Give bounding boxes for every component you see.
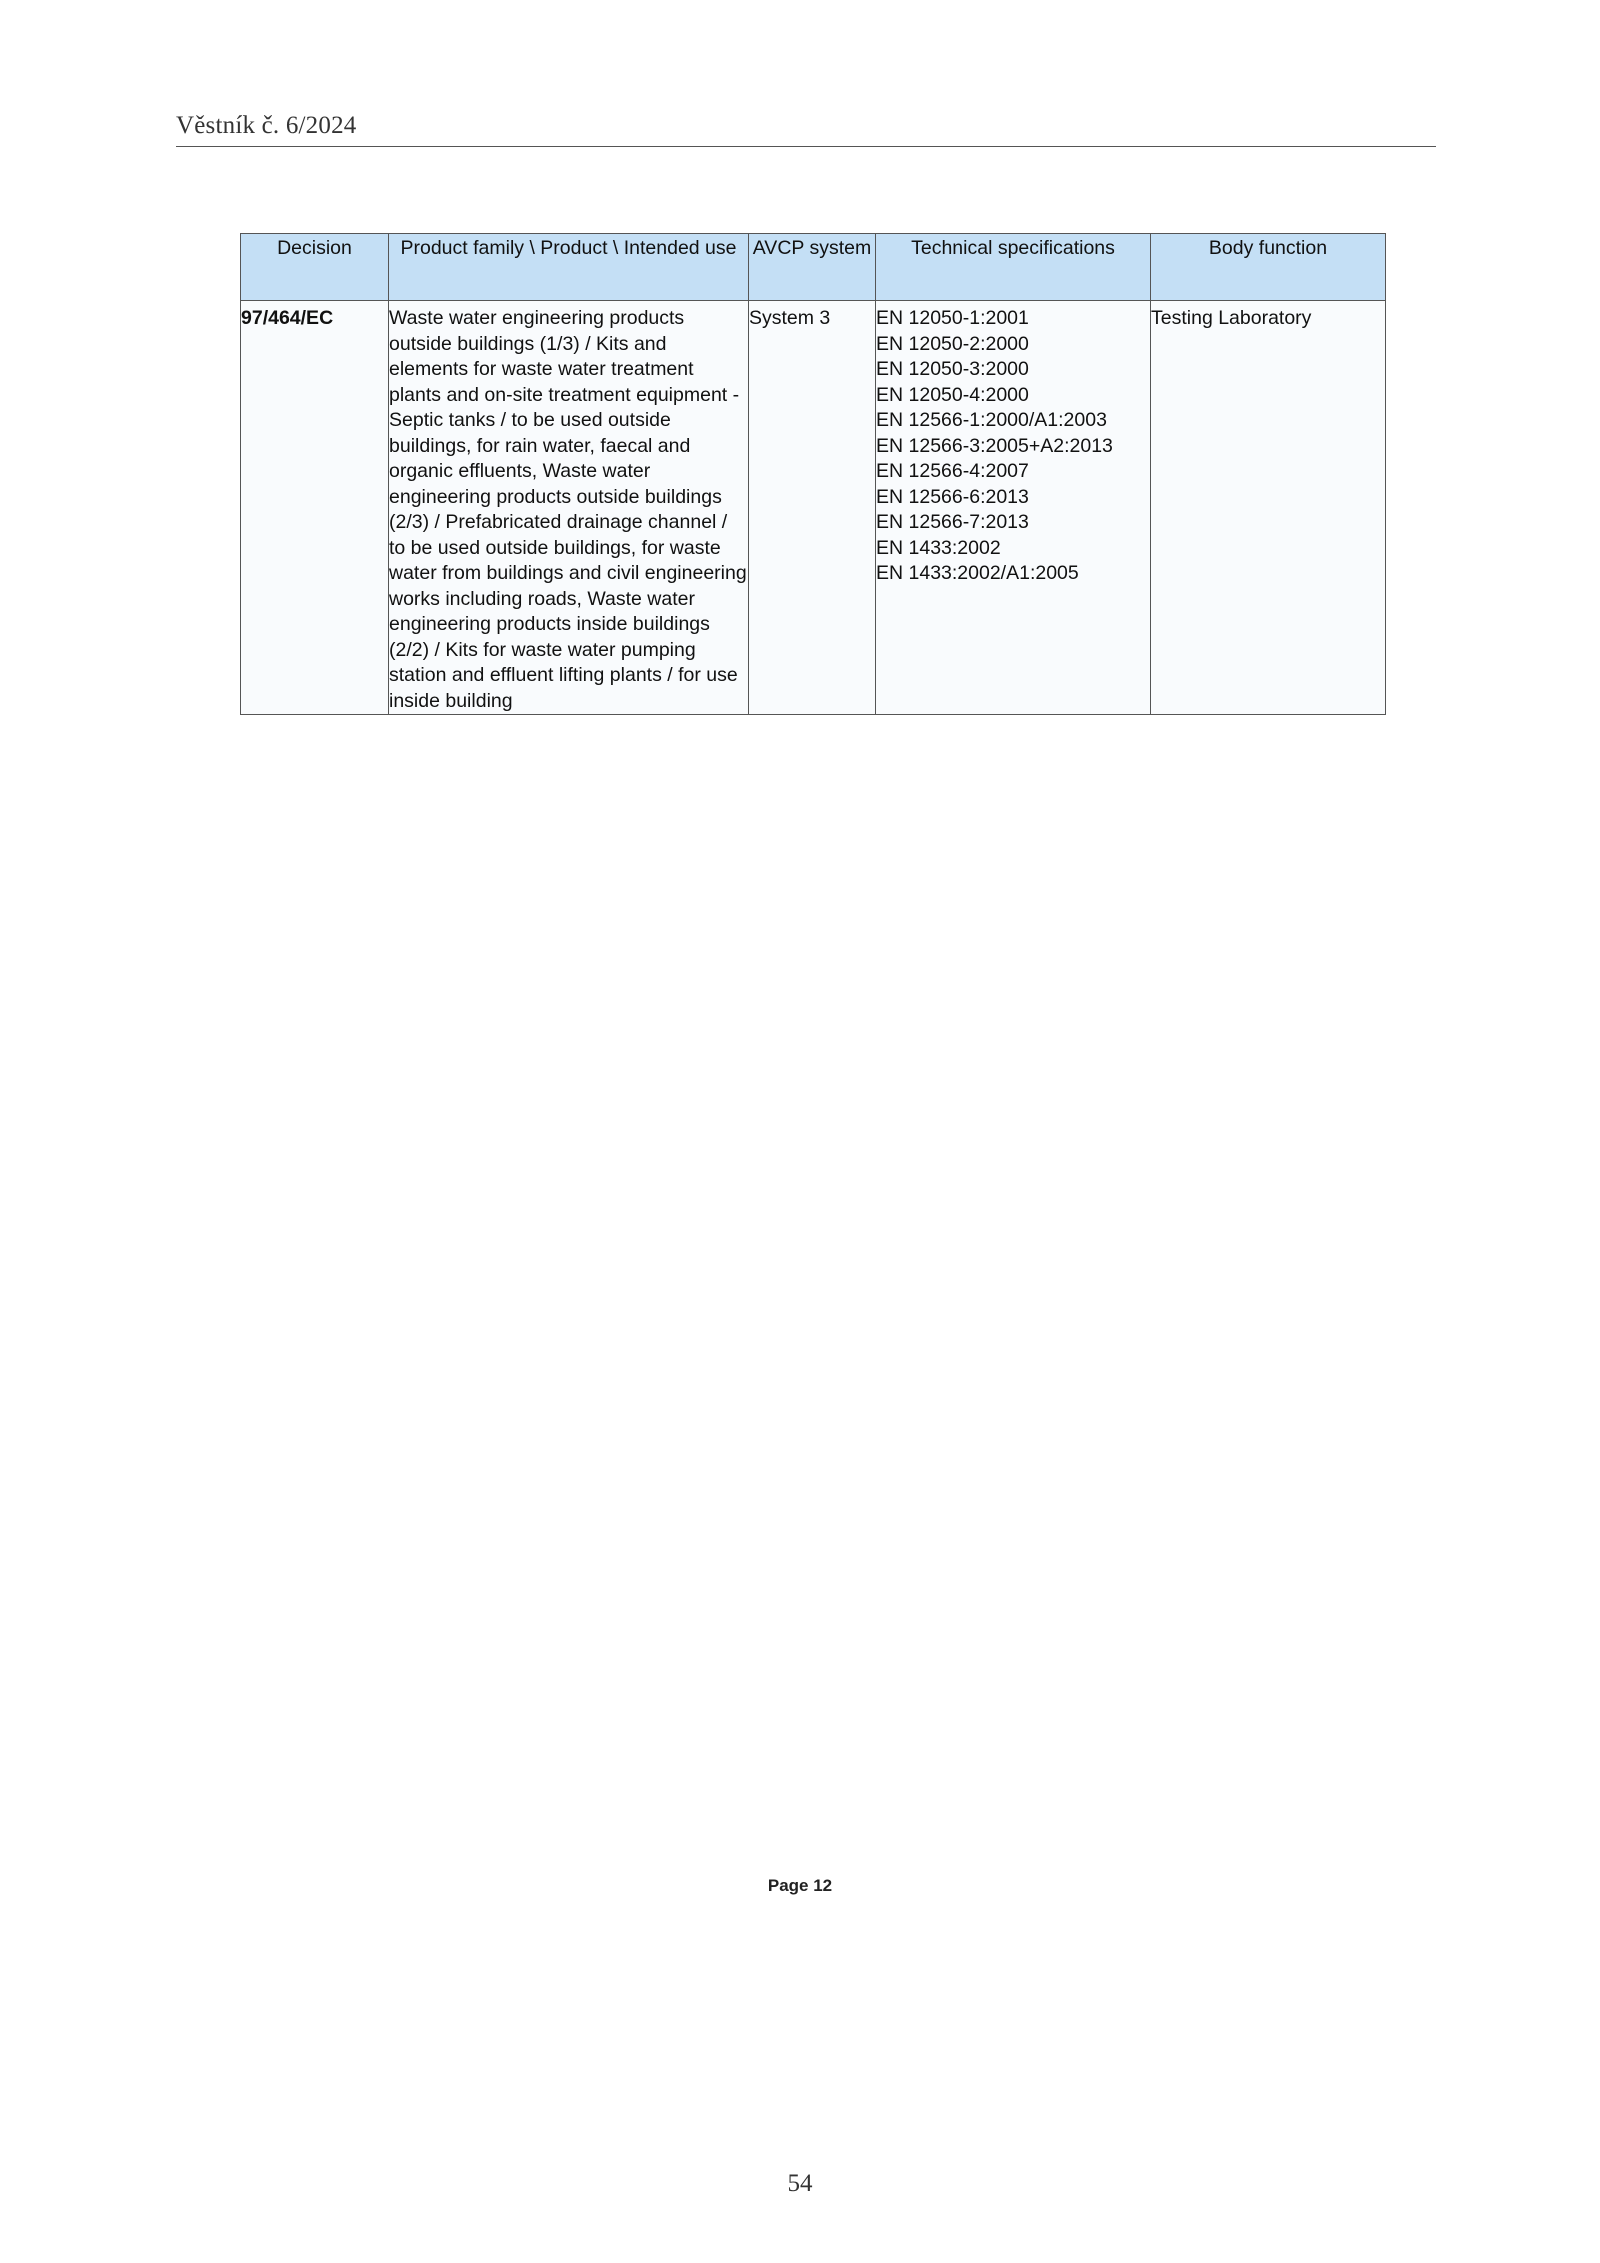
column-header-avcp: AVCP system [749, 234, 876, 301]
column-header-product: Product family \ Product \ Intended use [389, 234, 749, 301]
header-rule [176, 146, 1436, 147]
spec-item: EN 12566-4:2007 [876, 460, 1029, 482]
table-header-row [241, 234, 1386, 301]
spec-item: EN 12050-3:2000 [876, 358, 1029, 380]
column-header-body-function: Body function [1151, 234, 1386, 301]
specifications-table [240, 233, 1386, 715]
spec-item: EN 12566-3:2005+A2:2013 [876, 434, 1113, 457]
cell-avcp: System 3 [749, 301, 876, 715]
spec-item: EN 12566-7:2013 [876, 511, 1029, 533]
spec-item: EN 12566-6:2013 [876, 485, 1029, 508]
cell-body-function: Testing Laboratory [1151, 301, 1386, 715]
cell-product: Waste water engineering products outside buildings (1/3) / Kits and elements for waste water treatment plants and on-site treatment equipment -Septic tanks / to be used outside buildings, for rain water, faecal and organic effluents, Waste water engineering products outside buildings (2/3) / Prefabricated drainage channel / to be used outside buildings, for waste water from buildings and civil engineering works including roads, Waste water engineering products inside buildings (2/2) / Kits for waste water pumping station and effluent lifting plants / for use inside building [389, 301, 749, 715]
spec-item: EN 12050-4:2000 [876, 383, 1029, 406]
running-header: Věstník č. 6/2024 [176, 112, 357, 139]
spec-item: EN 12050-1:2001 [876, 307, 1029, 329]
spec-item: EN 12050-2:2000 [876, 332, 1029, 355]
cell-decision: 97/464/EC [241, 301, 389, 715]
cell-specs [876, 301, 1151, 715]
spec-item: EN 1433:2002/A1:2005 [876, 562, 1079, 584]
spec-item: EN 12566-1:2000/A1:2003 [876, 409, 1107, 431]
column-header-specs: Technical specifications [876, 234, 1151, 301]
table-row [241, 301, 1386, 715]
page-number: 54 [787, 2170, 813, 2197]
spec-item: EN 1433:2002 [876, 536, 1001, 559]
column-header-decision: Decision [241, 234, 389, 301]
page-label: Page 12 [767, 1876, 833, 1895]
